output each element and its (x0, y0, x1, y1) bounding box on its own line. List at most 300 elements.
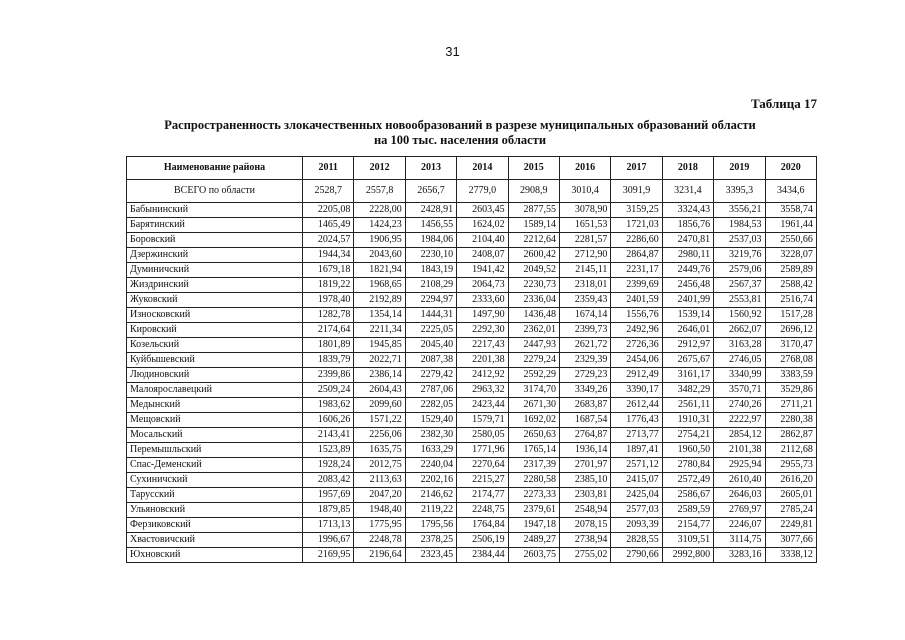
value-cell: 2230,10 (405, 248, 456, 263)
value-cell: 2045,40 (405, 338, 456, 353)
value-cell: 1606,26 (303, 413, 354, 428)
value-cell: 1856,76 (662, 218, 713, 233)
district-name: Ферзиковский (127, 518, 303, 533)
value-cell: 1436,48 (508, 308, 559, 323)
page-number: 31 (445, 44, 460, 59)
value-cell: 1819,22 (303, 278, 354, 293)
value-cell: 1961,44 (765, 218, 816, 233)
value-cell: 2399,69 (611, 278, 662, 293)
value-cell: 2912,49 (611, 368, 662, 383)
value-cell: 2279,24 (508, 353, 559, 368)
district-name: Жуковский (127, 293, 303, 308)
column-header-year: 2013 (405, 157, 456, 180)
value-cell: 2083,42 (303, 473, 354, 488)
value-cell: 3395,3 (714, 180, 765, 203)
value-cell: 2603,75 (508, 548, 559, 563)
value-cell: 3109,51 (662, 533, 713, 548)
value-cell: 2154,77 (662, 518, 713, 533)
column-header-year: 2011 (303, 157, 354, 180)
value-cell: 1529,40 (405, 413, 456, 428)
value-cell: 2864,87 (611, 248, 662, 263)
value-cell: 1444,31 (405, 308, 456, 323)
value-cell: 1978,40 (303, 293, 354, 308)
value-cell: 2379,61 (508, 503, 559, 518)
value-cell: 3558,74 (765, 203, 816, 218)
value-cell: 2323,45 (405, 548, 456, 563)
district-name: Мосальский (127, 428, 303, 443)
table-row (127, 398, 817, 413)
value-cell: 2113,63 (354, 473, 405, 488)
value-cell: 2336,04 (508, 293, 559, 308)
district-name: Козельский (127, 338, 303, 353)
value-cell: 2174,64 (303, 323, 354, 338)
value-cell: 2447,93 (508, 338, 559, 353)
value-cell: 2256,06 (354, 428, 405, 443)
value-cell: 2992,800 (662, 548, 713, 563)
value-cell: 2169,95 (303, 548, 354, 563)
value-cell: 2908,9 (508, 180, 559, 203)
district-name: Боровский (127, 233, 303, 248)
column-header-year: 2018 (662, 157, 713, 180)
value-cell: 2769,97 (714, 503, 765, 518)
data-table (126, 156, 817, 563)
value-cell: 2225,05 (405, 323, 456, 338)
table-row (127, 248, 817, 263)
value-cell: 2333,60 (457, 293, 508, 308)
value-cell: 2024,57 (303, 233, 354, 248)
value-cell: 1776,43 (611, 413, 662, 428)
value-cell: 2294,97 (405, 293, 456, 308)
value-cell: 2711,21 (765, 398, 816, 413)
value-cell: 3556,21 (714, 203, 765, 218)
value-cell: 1984,06 (405, 233, 456, 248)
value-cell: 2240,04 (405, 458, 456, 473)
table-title (120, 118, 800, 148)
value-cell: 1560,92 (714, 308, 765, 323)
value-cell: 2386,14 (354, 368, 405, 383)
table-row (127, 233, 817, 248)
table-row (127, 458, 817, 473)
value-cell: 3434,6 (765, 180, 816, 203)
column-header-year: 2017 (611, 157, 662, 180)
value-cell: 2146,62 (405, 488, 456, 503)
value-cell: 3338,12 (765, 548, 816, 563)
table-row (127, 263, 817, 278)
value-cell: 1957,69 (303, 488, 354, 503)
table-row (127, 293, 817, 308)
value-cell: 2425,04 (611, 488, 662, 503)
value-cell: 3228,07 (765, 248, 816, 263)
value-cell: 2449,76 (662, 263, 713, 278)
value-cell: 2572,49 (662, 473, 713, 488)
value-cell: 2712,90 (559, 248, 610, 263)
value-cell: 2492,96 (611, 323, 662, 338)
value-cell: 2292,30 (457, 323, 508, 338)
column-header-name: Наименование района (127, 157, 303, 180)
value-cell: 2384,44 (457, 548, 508, 563)
value-cell: 2604,43 (354, 383, 405, 398)
value-cell: 1795,56 (405, 518, 456, 533)
value-cell: 1354,14 (354, 308, 405, 323)
value-cell: 2093,39 (611, 518, 662, 533)
value-cell: 2382,30 (405, 428, 456, 443)
table-row (127, 218, 817, 233)
value-cell: 2205,08 (303, 203, 354, 218)
value-cell: 2359,43 (559, 293, 610, 308)
total-row (127, 180, 817, 203)
district-name: Бабынинский (127, 203, 303, 218)
table-row (127, 533, 817, 548)
district-name: ВСЕГО по области (127, 180, 303, 203)
value-cell: 2516,74 (765, 293, 816, 308)
column-header-year: 2014 (457, 157, 508, 180)
value-cell: 2567,37 (714, 278, 765, 293)
value-cell: 2143,41 (303, 428, 354, 443)
value-cell: 3114,75 (714, 533, 765, 548)
value-cell: 1465,49 (303, 218, 354, 233)
district-name: Сухиничский (127, 473, 303, 488)
table-title-line1: Распространенность злокачественных новообразований в разрезе муниципальных образований области (164, 118, 756, 132)
value-cell: 2738,94 (559, 533, 610, 548)
table-row (127, 428, 817, 443)
value-cell: 2078,15 (559, 518, 610, 533)
value-cell: 2955,73 (765, 458, 816, 473)
value-cell: 3383,59 (765, 368, 816, 383)
value-cell: 1579,71 (457, 413, 508, 428)
value-cell: 1968,65 (354, 278, 405, 293)
value-cell: 2280,38 (765, 413, 816, 428)
value-cell: 2925,94 (714, 458, 765, 473)
value-cell: 1771,96 (457, 443, 508, 458)
district-name: Барятинский (127, 218, 303, 233)
value-cell: 2228,00 (354, 203, 405, 218)
value-cell: 1713,13 (303, 518, 354, 533)
value-cell: 3570,71 (714, 383, 765, 398)
value-cell: 2202,16 (405, 473, 456, 488)
value-cell: 1941,42 (457, 263, 508, 278)
column-header-year: 2012 (354, 157, 405, 180)
value-cell: 2231,17 (611, 263, 662, 278)
value-cell: 2101,38 (714, 443, 765, 458)
value-cell: 2877,55 (508, 203, 559, 218)
value-cell: 2548,94 (559, 503, 610, 518)
value-cell: 2087,38 (405, 353, 456, 368)
value-cell: 2273,33 (508, 488, 559, 503)
value-cell: 1944,34 (303, 248, 354, 263)
value-cell: 2317,39 (508, 458, 559, 473)
value-cell: 1624,02 (457, 218, 508, 233)
table-row (127, 413, 817, 428)
district-name: Тарусский (127, 488, 303, 503)
value-cell: 2049,52 (508, 263, 559, 278)
value-cell: 3091,9 (611, 180, 662, 203)
value-cell: 3324,43 (662, 203, 713, 218)
value-cell: 1687,54 (559, 413, 610, 428)
value-cell: 1843,19 (405, 263, 456, 278)
table-row (127, 353, 817, 368)
column-header-year: 2020 (765, 157, 816, 180)
value-cell: 1928,24 (303, 458, 354, 473)
value-cell: 1556,76 (611, 308, 662, 323)
value-cell: 2588,42 (765, 278, 816, 293)
column-header-year: 2015 (508, 157, 559, 180)
table-row (127, 368, 817, 383)
table-row (127, 203, 817, 218)
table-row (127, 443, 817, 458)
value-cell: 2099,60 (354, 398, 405, 413)
value-cell: 2726,36 (611, 338, 662, 353)
value-cell: 2571,12 (611, 458, 662, 473)
value-cell: 2557,8 (354, 180, 405, 203)
value-cell: 2119,22 (405, 503, 456, 518)
value-cell: 1984,53 (714, 218, 765, 233)
district-name: Дзержинский (127, 248, 303, 263)
value-cell: 2249,81 (765, 518, 816, 533)
value-cell: 2589,89 (765, 263, 816, 278)
value-cell: 2489,27 (508, 533, 559, 548)
value-cell: 1775,95 (354, 518, 405, 533)
value-cell: 1517,28 (765, 308, 816, 323)
value-cell: 2423,44 (457, 398, 508, 413)
value-cell: 2401,59 (611, 293, 662, 308)
value-cell: 3340,99 (714, 368, 765, 383)
value-cell: 2378,25 (405, 533, 456, 548)
value-cell: 1765,14 (508, 443, 559, 458)
value-cell: 2385,10 (559, 473, 610, 488)
value-cell: 2454,06 (611, 353, 662, 368)
table-row (127, 323, 817, 338)
value-cell: 1424,23 (354, 218, 405, 233)
value-cell: 2145,11 (559, 263, 610, 278)
value-cell: 2217,43 (457, 338, 508, 353)
value-cell: 2646,03 (714, 488, 765, 503)
value-cell: 2746,05 (714, 353, 765, 368)
value-cell: 2553,81 (714, 293, 765, 308)
value-cell: 2561,11 (662, 398, 713, 413)
value-cell: 3529,86 (765, 383, 816, 398)
value-cell: 2215,27 (457, 473, 508, 488)
value-cell: 2754,21 (662, 428, 713, 443)
value-cell: 1821,94 (354, 263, 405, 278)
table-title-line2: на 100 тыс. населения области (373, 133, 547, 147)
value-cell: 3077,66 (765, 533, 816, 548)
value-cell: 2740,26 (714, 398, 765, 413)
table-row (127, 383, 817, 398)
district-name: Куйбышевский (127, 353, 303, 368)
value-cell: 2230,73 (508, 278, 559, 293)
value-cell: 2579,06 (714, 263, 765, 278)
value-cell: 2281,57 (559, 233, 610, 248)
value-cell: 2047,20 (354, 488, 405, 503)
value-cell: 3482,29 (662, 383, 713, 398)
value-cell: 3283,16 (714, 548, 765, 563)
district-name: Кировский (127, 323, 303, 338)
value-cell: 2586,67 (662, 488, 713, 503)
district-name: Людиновский (127, 368, 303, 383)
value-cell: 2246,07 (714, 518, 765, 533)
district-name: Ульяновский (127, 503, 303, 518)
value-cell: 2790,66 (611, 548, 662, 563)
value-cell: 1523,89 (303, 443, 354, 458)
value-cell: 2592,29 (508, 368, 559, 383)
value-cell: 2610,40 (714, 473, 765, 488)
value-cell: 2713,77 (611, 428, 662, 443)
value-cell: 2696,12 (765, 323, 816, 338)
value-cell: 2980,11 (662, 248, 713, 263)
value-cell: 2318,01 (559, 278, 610, 293)
value-cell: 3170,47 (765, 338, 816, 353)
value-cell: 1910,31 (662, 413, 713, 428)
column-header-year: 2016 (559, 157, 610, 180)
value-cell: 2174,77 (457, 488, 508, 503)
value-cell: 2104,40 (457, 233, 508, 248)
value-cell: 2528,7 (303, 180, 354, 203)
table-label: Таблица 17 (750, 96, 817, 111)
value-cell: 1679,18 (303, 263, 354, 278)
value-cell: 2683,87 (559, 398, 610, 413)
value-cell: 1497,90 (457, 308, 508, 323)
value-cell: 2282,05 (405, 398, 456, 413)
table-row (127, 308, 817, 323)
value-cell: 3231,4 (662, 180, 713, 203)
value-cell: 2248,78 (354, 533, 405, 548)
value-cell: 3219,76 (714, 248, 765, 263)
value-cell: 2415,07 (611, 473, 662, 488)
value-cell: 3163,28 (714, 338, 765, 353)
value-cell: 2656,7 (405, 180, 456, 203)
value-cell: 1996,67 (303, 533, 354, 548)
value-cell: 1906,95 (354, 233, 405, 248)
value-cell: 2675,67 (662, 353, 713, 368)
value-cell: 3159,25 (611, 203, 662, 218)
value-cell: 2662,07 (714, 323, 765, 338)
value-cell: 2401,99 (662, 293, 713, 308)
value-cell: 2509,24 (303, 383, 354, 398)
value-cell: 2787,06 (405, 383, 456, 398)
value-cell: 2701,97 (559, 458, 610, 473)
value-cell: 2854,12 (714, 428, 765, 443)
value-cell: 2222,97 (714, 413, 765, 428)
value-cell: 1651,53 (559, 218, 610, 233)
value-cell: 2612,44 (611, 398, 662, 413)
district-name: Жиздринский (127, 278, 303, 293)
value-cell: 3010,4 (559, 180, 610, 203)
value-cell: 2600,42 (508, 248, 559, 263)
district-name: Мещовский (127, 413, 303, 428)
value-cell: 1633,29 (405, 443, 456, 458)
value-cell: 1692,02 (508, 413, 559, 428)
table-row (127, 548, 817, 563)
value-cell: 2780,84 (662, 458, 713, 473)
value-cell: 2470,81 (662, 233, 713, 248)
value-cell: 1948,40 (354, 503, 405, 518)
value-cell: 2621,72 (559, 338, 610, 353)
value-cell: 2764,87 (559, 428, 610, 443)
district-name: Медынский (127, 398, 303, 413)
district-name: Думиничский (127, 263, 303, 278)
district-name: Малоярославецкий (127, 383, 303, 398)
value-cell: 2064,73 (457, 278, 508, 293)
value-cell: 1897,41 (611, 443, 662, 458)
value-cell: 2399,73 (559, 323, 610, 338)
value-cell: 2108,29 (405, 278, 456, 293)
value-cell: 2279,42 (405, 368, 456, 383)
value-cell: 2580,05 (457, 428, 508, 443)
value-cell: 2768,08 (765, 353, 816, 368)
value-cell: 3161,17 (662, 368, 713, 383)
value-cell: 2785,24 (765, 503, 816, 518)
value-cell: 1801,89 (303, 338, 354, 353)
value-cell: 1589,14 (508, 218, 559, 233)
value-cell: 1960,50 (662, 443, 713, 458)
value-cell: 3174,70 (508, 383, 559, 398)
value-cell: 2212,64 (508, 233, 559, 248)
value-cell: 1674,14 (559, 308, 610, 323)
district-name: Спас-Деменский (127, 458, 303, 473)
value-cell: 2729,23 (559, 368, 610, 383)
value-cell: 1282,78 (303, 308, 354, 323)
value-cell: 2912,97 (662, 338, 713, 353)
value-cell: 2043,60 (354, 248, 405, 263)
table-header-row (127, 157, 817, 180)
value-cell: 2862,87 (765, 428, 816, 443)
value-cell: 2828,55 (611, 533, 662, 548)
district-name: Перемышльский (127, 443, 303, 458)
value-cell: 2616,20 (765, 473, 816, 488)
value-cell: 2577,03 (611, 503, 662, 518)
value-cell: 2456,48 (662, 278, 713, 293)
value-cell: 2012,75 (354, 458, 405, 473)
value-cell: 1764,84 (457, 518, 508, 533)
value-cell: 3349,26 (559, 383, 610, 398)
value-cell: 2779,0 (457, 180, 508, 203)
value-cell: 2428,91 (405, 203, 456, 218)
value-cell: 2605,01 (765, 488, 816, 503)
table-row (127, 278, 817, 293)
table-row (127, 488, 817, 503)
district-name: Юхновский (127, 548, 303, 563)
table-row (127, 473, 817, 488)
value-cell: 2755,02 (559, 548, 610, 563)
district-name: Хвастовичский (127, 533, 303, 548)
value-cell: 2550,66 (765, 233, 816, 248)
value-cell: 2362,01 (508, 323, 559, 338)
value-cell: 2022,71 (354, 353, 405, 368)
value-cell: 1945,85 (354, 338, 405, 353)
district-name: Износковский (127, 308, 303, 323)
value-cell: 1539,14 (662, 308, 713, 323)
value-cell: 1721,03 (611, 218, 662, 233)
value-cell: 2650,63 (508, 428, 559, 443)
value-cell: 1936,14 (559, 443, 610, 458)
table-row (127, 518, 817, 533)
value-cell: 1947,18 (508, 518, 559, 533)
value-cell: 1635,75 (354, 443, 405, 458)
value-cell: 2589,59 (662, 503, 713, 518)
value-cell: 2399,86 (303, 368, 354, 383)
value-cell: 2280,58 (508, 473, 559, 488)
value-cell: 2603,45 (457, 203, 508, 218)
value-cell: 2192,89 (354, 293, 405, 308)
column-header-year: 2019 (714, 157, 765, 180)
value-cell: 1839,79 (303, 353, 354, 368)
value-cell: 2303,81 (559, 488, 610, 503)
value-cell: 2196,64 (354, 548, 405, 563)
value-cell: 2963,32 (457, 383, 508, 398)
value-cell: 2671,30 (508, 398, 559, 413)
value-cell: 1983,62 (303, 398, 354, 413)
value-cell: 2112,68 (765, 443, 816, 458)
